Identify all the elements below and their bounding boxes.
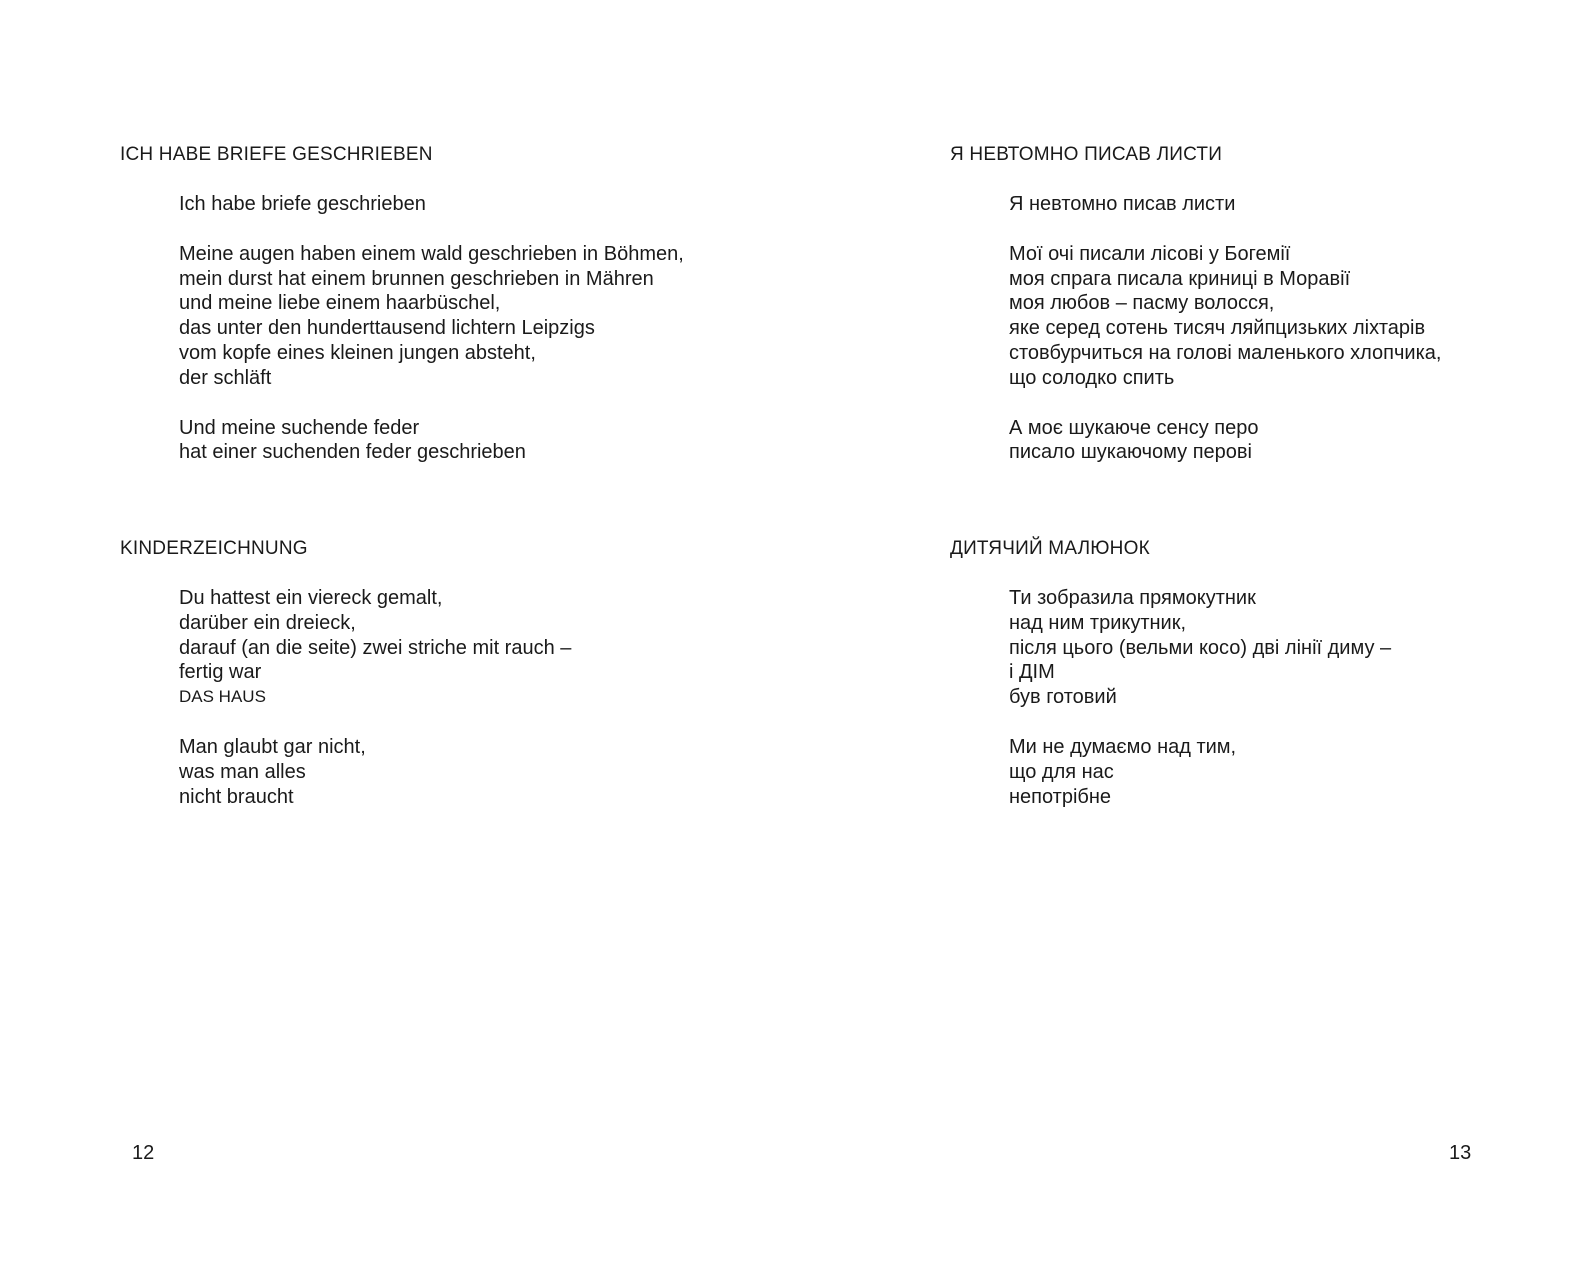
verse-line: vom kopfe eines kleinen jungen absteht, [179,341,536,364]
verse-line: DAS HAUS [179,687,266,707]
verse-line: Du hattest ein viereck gemalt, [179,587,443,609]
verse-line: fertig war [179,661,262,684]
verse-line: Ich habe briefe geschrieben [179,193,426,215]
poem-ich-habe-briefe [120,142,760,465]
poem-ya-nevtomno-pysav [950,142,1590,465]
stanza [1009,242,1590,391]
verse-line: Ти зобразила прямокутник [1009,587,1256,609]
verse-line: Man glaubt gar nicht, [179,735,366,758]
stanza [179,735,760,809]
verse-line: was man alles [179,760,306,783]
verse-line: після цього (вельми косо) дві лінії диму – [1009,636,1392,659]
poem-dytiachyi-maliunok [950,536,1590,809]
verse-line: непотрібне [1009,785,1112,808]
verse-line: mein durst hat einem brunnen geschrieben in Mähren [179,267,654,290]
poem-kinderzeichnung [120,536,760,809]
verse-line: був готовий [1009,686,1117,709]
poem-title: Я НЕВТОМНО ПИСАВ ЛИСТИ [950,144,1223,165]
verse-line: darauf (an die seite) zwei striche mit rauch – [179,636,572,659]
stanza [179,586,760,710]
verse-line: der schläft [179,366,272,389]
verse-line: Meine augen haben einem wald geschrieben in Böhmen, [179,242,684,265]
right-page [797,0,1594,1287]
verse-line: писало шукаючому перові [1009,441,1252,464]
verse-line: das unter den hunderttausend lichtern Leipzigs [179,317,595,340]
verse-line: hat einer suchenden feder geschrieben [179,441,526,464]
stanza [1009,416,1590,466]
verse-line: und meine liebe einem haarbüschel, [179,292,501,315]
verse-line: Я невтомно писав листи [1009,193,1236,215]
stanza [1009,586,1590,710]
page-number: 13 [1449,1142,1472,1164]
verse-line: над ним трикутник, [1009,611,1187,634]
verse-line: Ми не думаємо над тим, [1009,735,1237,758]
verse-line: що солодко спить [1009,366,1175,389]
verse-line: стовбурчиться на голові маленького хлопчика, [1009,341,1442,364]
verse-line: Мої очі писали лісові у Богемії [1009,242,1291,265]
page-number: 12 [132,1142,155,1164]
stanza [179,416,760,466]
stanza [1009,735,1590,809]
stanza [1009,192,1590,217]
poem-title: ICH HABE BRIEFE GESCHRIEBEN [120,144,433,165]
verse-line: Und meine suchende feder [179,416,420,439]
verse-line: моя любов – пасму волосся, [1009,292,1275,315]
stanza [179,192,760,217]
verse-line: А моє шукаюче сенсу перо [1009,416,1259,439]
poem-title: KINDERZEICHNUNG [120,538,308,559]
stanza [179,242,760,391]
verse-line: darüber ein dreieck, [179,611,356,634]
verse-line: моя спрага писала криниці в Моравії [1009,267,1351,290]
poem-title: ДИТЯЧИЙ МАЛЮНОК [950,538,1150,559]
verse-line: яке серед сотень тисяч ляйпцизьких ліхтарів [1009,317,1426,340]
verse-line: nicht braucht [179,785,294,808]
verse-line: і ДІМ [1009,661,1055,684]
verse-line: що для нас [1009,760,1114,783]
